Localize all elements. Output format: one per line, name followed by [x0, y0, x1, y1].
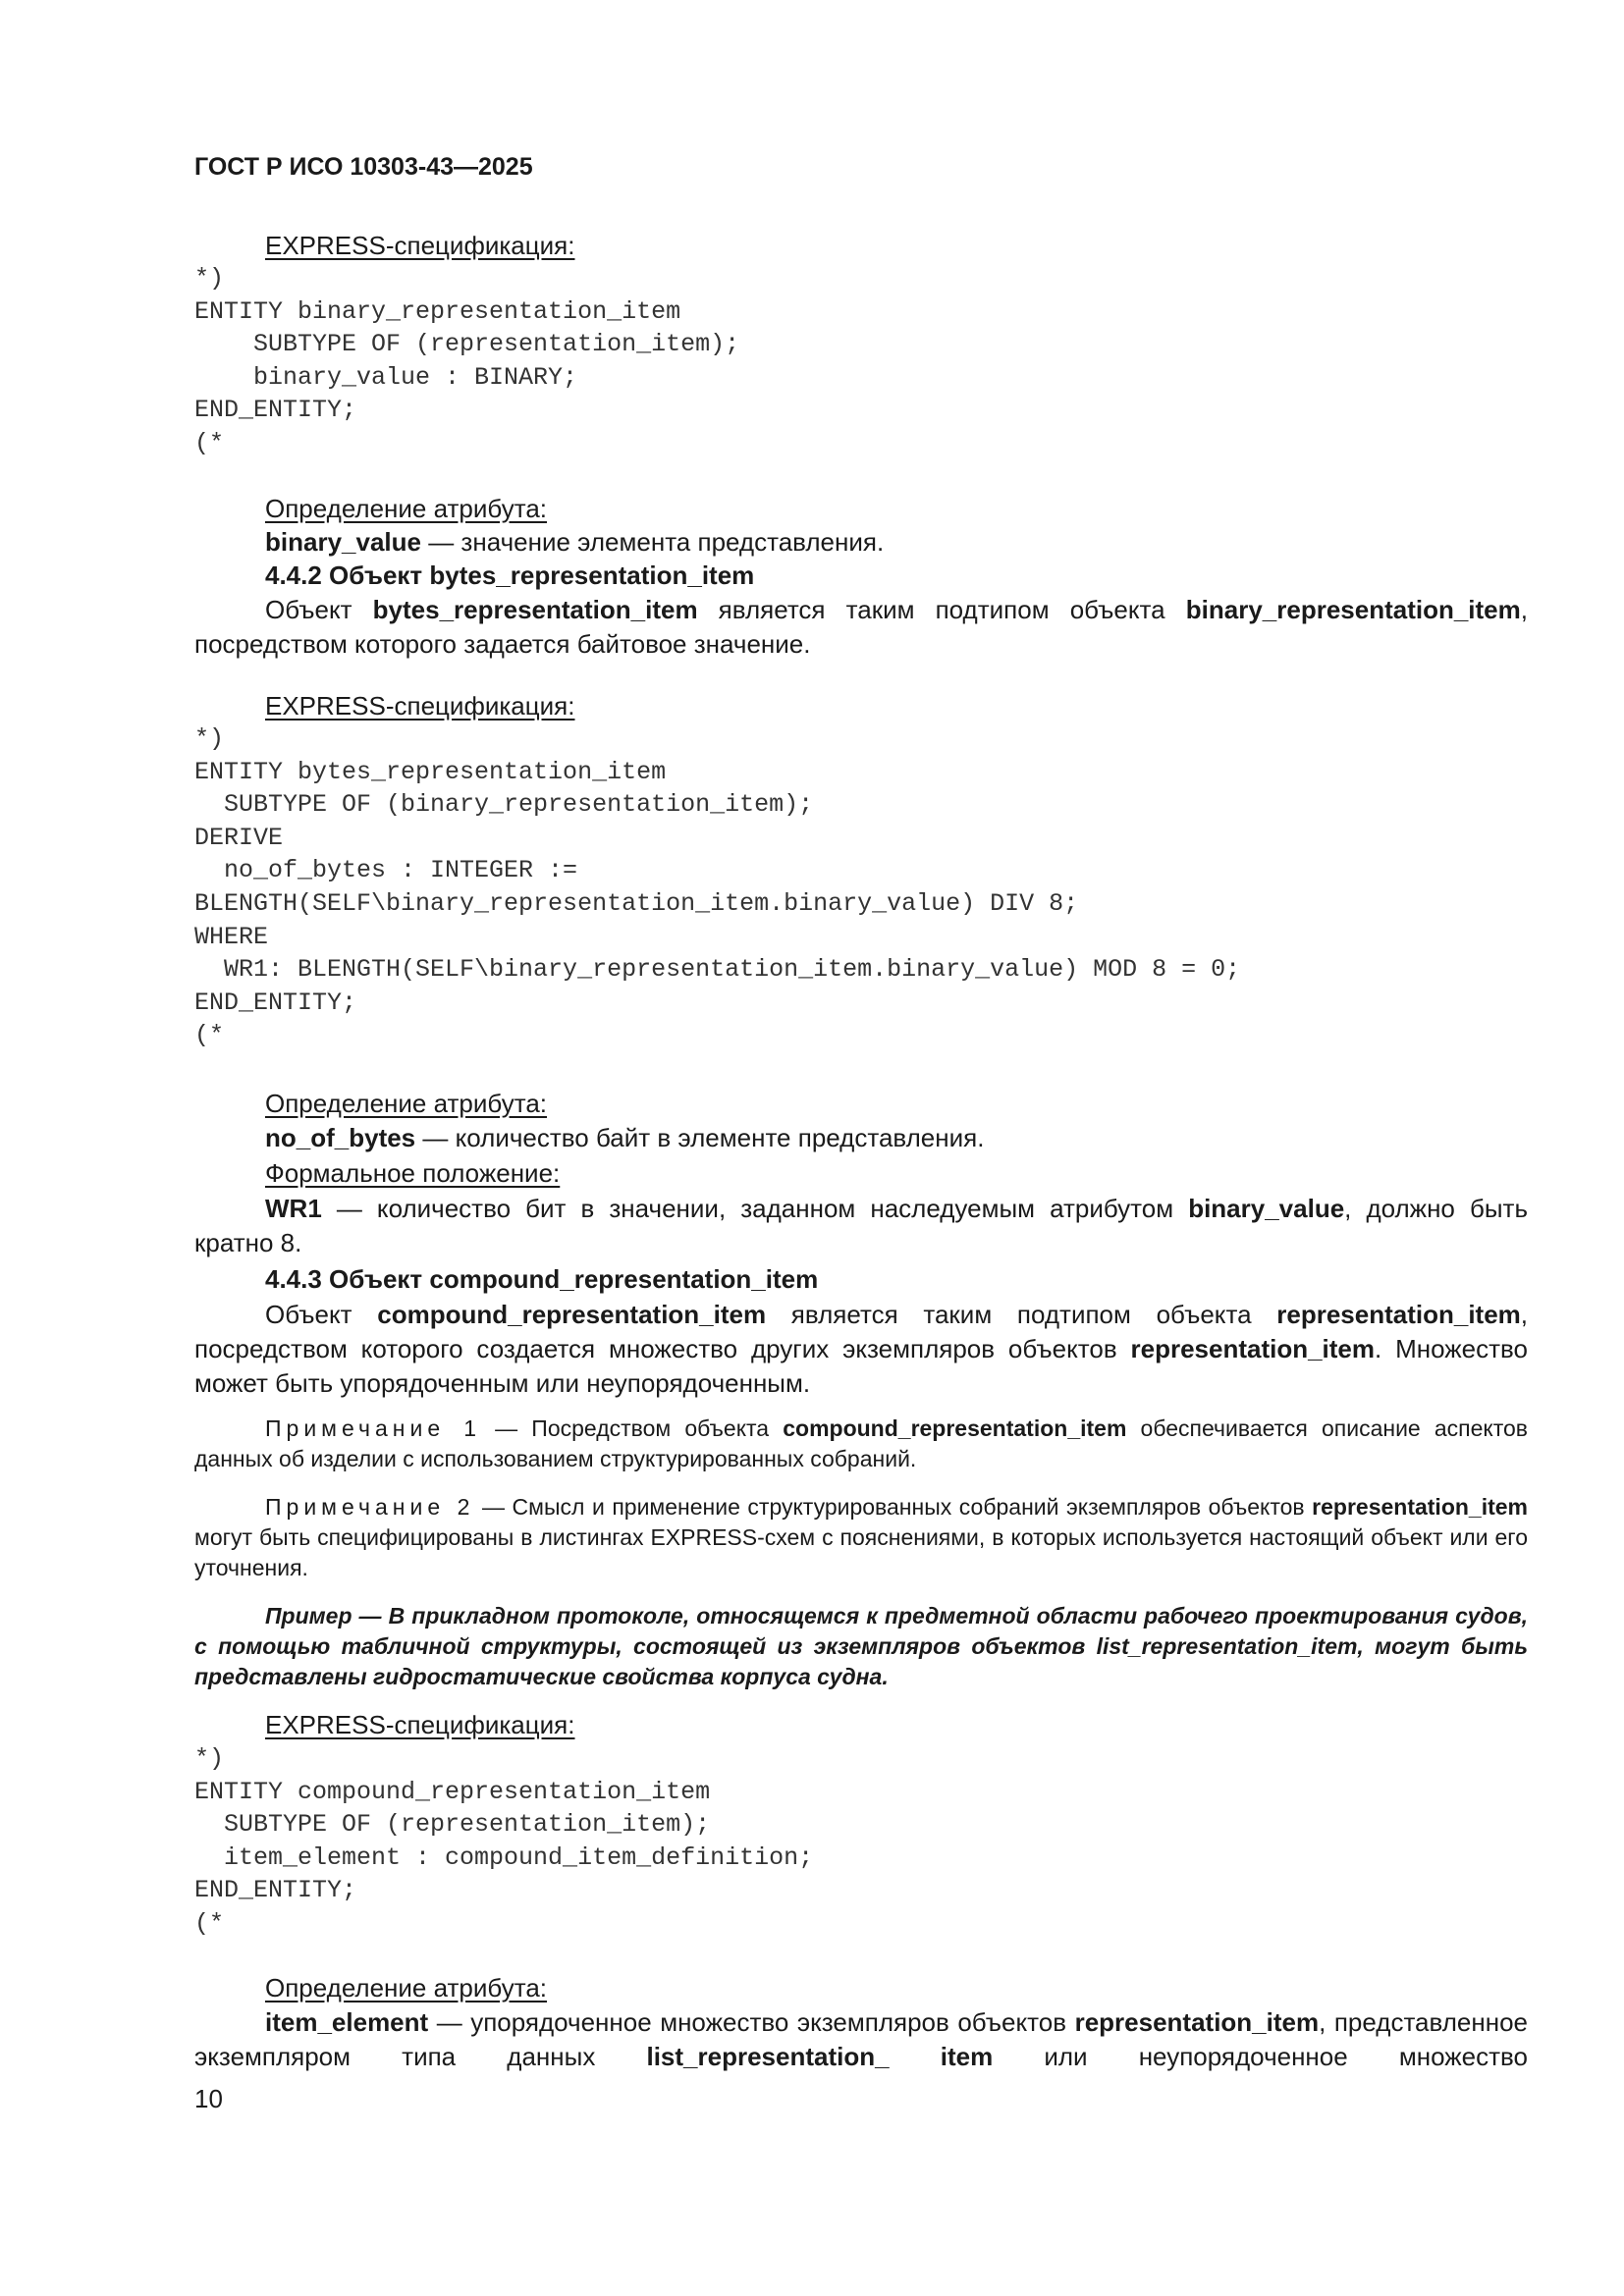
entity-name: binary_representation_item	[1185, 595, 1521, 624]
section-paragraph: Объект bytes_representation_item является таким подтипом объекта binary_representation_item, посредством которого задается байтовое значение.	[194, 595, 1528, 659]
express-spec-heading: EXPRESS-спецификация:	[265, 1710, 575, 1739]
rule-name: WR1	[265, 1194, 322, 1223]
note-label: Примечание 2	[265, 1494, 475, 1520]
note-label: Примечание 1	[265, 1415, 482, 1441]
example: Пример — В прикладном протоколе, относящемся к предметной области рабочего проектирования судов, с помощью табличной структуры, состоящей из экземпляров объектов list_representation_item, могут быть представлены гидростатические свойства корпуса судна.	[194, 1603, 1528, 1689]
formal-proposition-heading: Формальное положение:	[265, 1158, 561, 1188]
attribute-term: item_element	[265, 2007, 429, 2037]
express-code-block: *) ENTITY binary_representation_item SUBTYPE OF (representation_item); binary_value : BINARY; END_ENTITY; (*	[194, 264, 740, 457]
formal-proposition: WR1 — количество бит в значении, заданном наследуемым атрибутом binary_value, должно быть кратно 8.	[194, 1194, 1528, 1257]
attribute-definition	[194, 525, 1528, 560]
attribute-description: — значение элемента представления.	[420, 527, 885, 557]
section-title: 4.4.3 Объект compound_representation_item	[265, 1264, 819, 1294]
express-code-block: *) ENTITY bytes_representation_item SUBTYPE OF (binary_representation_item); DERIVE no_of_bytes : INTEGER := BLENGTH(SELF\binary_representation_item.binary_value) DIV 8; WHERE WR1: BLENGTH(SELF\binary_representation_item.binary_value) MOD 8 = 0; END_ENTITY; (*	[194, 724, 1241, 1050]
attribute-definition-heading: Определение атрибута:	[265, 1089, 548, 1118]
section-title: 4.4.2 Объект bytes_representation_item	[265, 561, 755, 590]
attribute-term: no_of_bytes	[265, 1123, 416, 1152]
attribute-definition-heading: Определение атрибута:	[265, 494, 548, 523]
express-spec-heading: EXPRESS-спецификация:	[265, 691, 575, 721]
document-header: ГОСТ Р ИСО 10303-43—2025	[194, 153, 533, 181]
entity-name: bytes_representation_item	[372, 595, 698, 624]
attribute-term: binary_value	[265, 527, 421, 557]
attribute-definition: item_element — упорядоченное множество экземпляров объектов representation_item, представленное экземпляром типа данных list_representation_ item или неупорядоченное множество	[194, 2007, 1529, 2071]
express-spec-heading: EXPRESS-спецификация:	[265, 231, 575, 260]
attribute-definition-heading: Определение атрибута:	[265, 1973, 548, 2002]
express-code-block: *) ENTITY compound_representation_item SUBTYPE OF (representation_item); item_element : compound_item_definition; END_ENTITY; (*	[194, 1744, 814, 1938]
note: Примечание 2 — Смысл и применение структурированных собраний экземпляров объектов representation_item могут быть специфицированы в листингах EXPRESS-схем с пояснениями, в которых используется настоящий объект или его уточнения.	[194, 1494, 1529, 1580]
page-number: 10	[194, 2084, 223, 2113]
section-paragraph: Объект compound_representation_item является таким подтипом объекта representation_item, посредством которого создается множество других экземпляров объектов representation_item. Множество может быть упорядоченным или неупорядоченным.	[194, 1300, 1529, 1398]
attribute-definition: no_of_bytes — количество байт в элементе представления.	[265, 1123, 985, 1152]
note: Примечание 1 — Посредством объекта compound_representation_item обеспечивается описание аспектов данных об изделии с использованием структурированных собраний.	[194, 1415, 1528, 1471]
